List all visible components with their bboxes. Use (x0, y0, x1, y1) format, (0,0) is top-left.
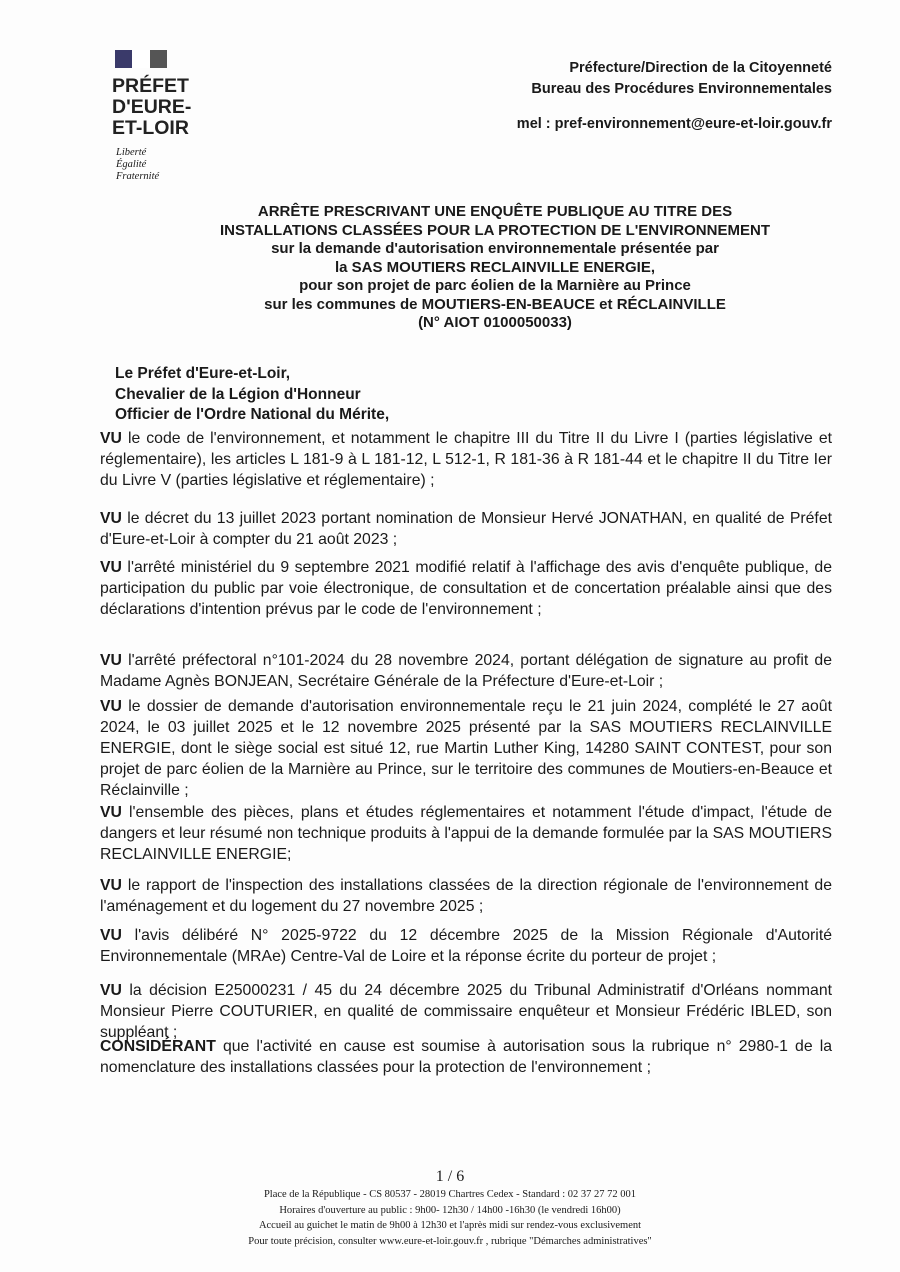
paragraph-text: que l'activité en cause est soumise à autorisation sous la rubrique n° 2980-1 de la nomenclature des installations classées pour la protection de l'environnement ; (100, 1038, 832, 1076)
footer-line: Horaires d'ouverture au public : 9h00- 12h30 / 14h00 -16h30 (le vendredi 16h00) (279, 1204, 621, 1216)
visa-paragraph (100, 557, 832, 620)
page-number: 1 / 6 (435, 1168, 465, 1185)
paragraph-lead: VU (100, 982, 122, 999)
visa-paragraph (100, 875, 832, 917)
paragraph-text: l'ensemble des pièces, plans et études réglementaires et notamment l'étude d'impact, l'étude de dangers et leur résumé non technique produits à l'appui de la demande formulée par la SAS MOUTIERS RECLAINVILLE ENERGIE; (100, 804, 832, 863)
paragraph-text: l'arrêté préfectoral n°101-2024 du 28 novembre 2024, portant délégation de signature au profit de Madame Agnès BONJEAN, Secrétaire Générale de la Préfecture d'Eure-et-Loir ; (100, 652, 832, 690)
paragraph-text: le dossier de demande d'autorisation environnementale reçu le 21 juin 2024, complété le 27 août 2024, le 03 juillet 2025 et le 12 novembre 2025 présenté par la SAS MOUTIERS RECLAINVILLE ENERGIE, dont le siège social est situé 12, rue Martin Luther King, 14280 SAINT CONTEST, pour son projet de parc éolien de la Marnière au Prince, sur le territoire des communes de Moutiers-en-Beauce et Réclainville ; (100, 698, 832, 799)
footer-line: Place de la République - CS 80537 - 28019 Chartres Cedex - Standard : 02 37 27 72 001 (263, 1189, 637, 1200)
logo-line: ET-LOIR (112, 117, 189, 139)
paragraph-lead: VU (100, 698, 122, 715)
header-email: mel : pref-environnement@eure-et-loir.gouv.fr (516, 116, 832, 132)
paragraph-lead: VU (100, 804, 122, 821)
paragraph-lead: VU (100, 430, 122, 447)
signer-line: Officier de l'Ordre National du Mérite, (115, 406, 390, 423)
footer-line: Pour toute précision, consulter www.eure-et-loir.gouv.fr , rubrique "Démarches administratives" (248, 1235, 652, 1247)
header-bureau: Bureau des Procédures Environnementales (531, 81, 832, 97)
visa-paragraph (100, 925, 832, 967)
devise-line: Liberté (116, 147, 147, 158)
devise (116, 147, 159, 183)
visa-paragraph (100, 802, 832, 865)
paragraph-lead: VU (100, 652, 122, 669)
title-line: pour son projet de parc éolien de la Marnière au Prince (299, 277, 691, 294)
paragraph-text: l'avis délibéré N° 2025-9722 du 12 décembre 2025 de la Mission Régionale d'Autorité Environnementale (MRAe) Centre-Val de Loire et la réponse écrite du porteur de projet ; (100, 927, 832, 965)
logo-line: D'EURE- (112, 96, 192, 118)
header-service (517, 58, 832, 135)
visa-paragraph (100, 696, 832, 801)
marianne-logo-icon (115, 50, 167, 68)
paragraph-text: le décret du 13 juillet 2023 portant nomination de Monsieur Hervé JONATHAN, en qualité de Préfet d'Eure-et-Loir à compter du 21 août 2023 ; (100, 510, 832, 548)
footer-line: Accueil au guichet le matin de 9h00 à 12h30 et l'après midi sur rendez-vous exclusivement (258, 1220, 642, 1231)
title-line: ARRÊTE PRESCRIVANT UNE ENQUÊTE PUBLIQUE AU TITRE DES (257, 203, 733, 220)
visa-paragraph (100, 980, 832, 1043)
visa-paragraph (100, 508, 832, 550)
title-line: sur la demande d'autorisation environnementale présentée par (271, 240, 719, 257)
document-title (100, 203, 890, 333)
visa-paragraph (100, 428, 832, 491)
paragraph-lead: VU (100, 927, 122, 944)
prefet-logo-text (112, 76, 191, 139)
paragraph-text: l'arrêté ministériel du 9 septembre 2021 modifié relatif à l'affichage des avis d'enquête publique, de participation du public par voie électronique, de consultation et de concertation préalable ainsi que des déclarations d'intention prévus par le code de l'environnement ; (100, 559, 832, 618)
paragraph-text: le rapport de l'inspection des installations classées de la direction régionale de l'environnement de l'aménagement et du logement du 27 novembre 2025 ; (100, 877, 832, 915)
signer-line: Le Préfet d'Eure-et-Loir, (115, 365, 291, 382)
title-line: la SAS MOUTIERS RECLAINVILLE ENERGIE, (334, 258, 656, 276)
devise-line: Égalité (116, 159, 147, 170)
signer-line: Chevalier de la Légion d'Honneur (115, 385, 361, 403)
paragraph-lead: VU (100, 559, 122, 576)
paragraph-lead: VU (100, 510, 122, 527)
title-line: (N° AIOT 0100050033) (418, 314, 572, 331)
considerant-paragraph (100, 1036, 832, 1078)
title-line: sur les communes de MOUTIERS-EN-BEAUCE et RÉCLAINVILLE (264, 295, 726, 313)
logo-line: PRÉFET (112, 75, 189, 97)
title-line: INSTALLATIONS CLASSÉES POUR LA PROTECTION DE L'ENVIRONNEMENT (220, 221, 770, 239)
visa-paragraph (100, 650, 832, 692)
header-direction: Préfecture/Direction de la Citoyenneté (569, 60, 832, 76)
paragraph-text: la décision E25000231 / 45 du 24 décembre 2025 du Tribunal Administratif d'Orléans nommant Monsieur Pierre COUTURIER, en qualité de commissaire enquêteur et Monsieur Frédéric IBLED, son suppléant ; (100, 982, 832, 1041)
paragraph-lead: VU (100, 877, 122, 894)
signer-block (115, 364, 389, 426)
paragraph-text: le code de l'environnement, et notamment le chapitre III du Titre II du Livre I (parties législative et réglementaire), les articles L 181-9 à L 181-12, L 512-1, R 181-36 à R 181-44 et le chapitre II du Titre Ier du Livre V (parties législative et réglementaire) ; (100, 430, 832, 489)
paragraph-lead: CONSIDÉRANT (100, 1038, 216, 1055)
devise-line: Fraternité (116, 171, 160, 182)
page-footer (150, 1167, 750, 1249)
